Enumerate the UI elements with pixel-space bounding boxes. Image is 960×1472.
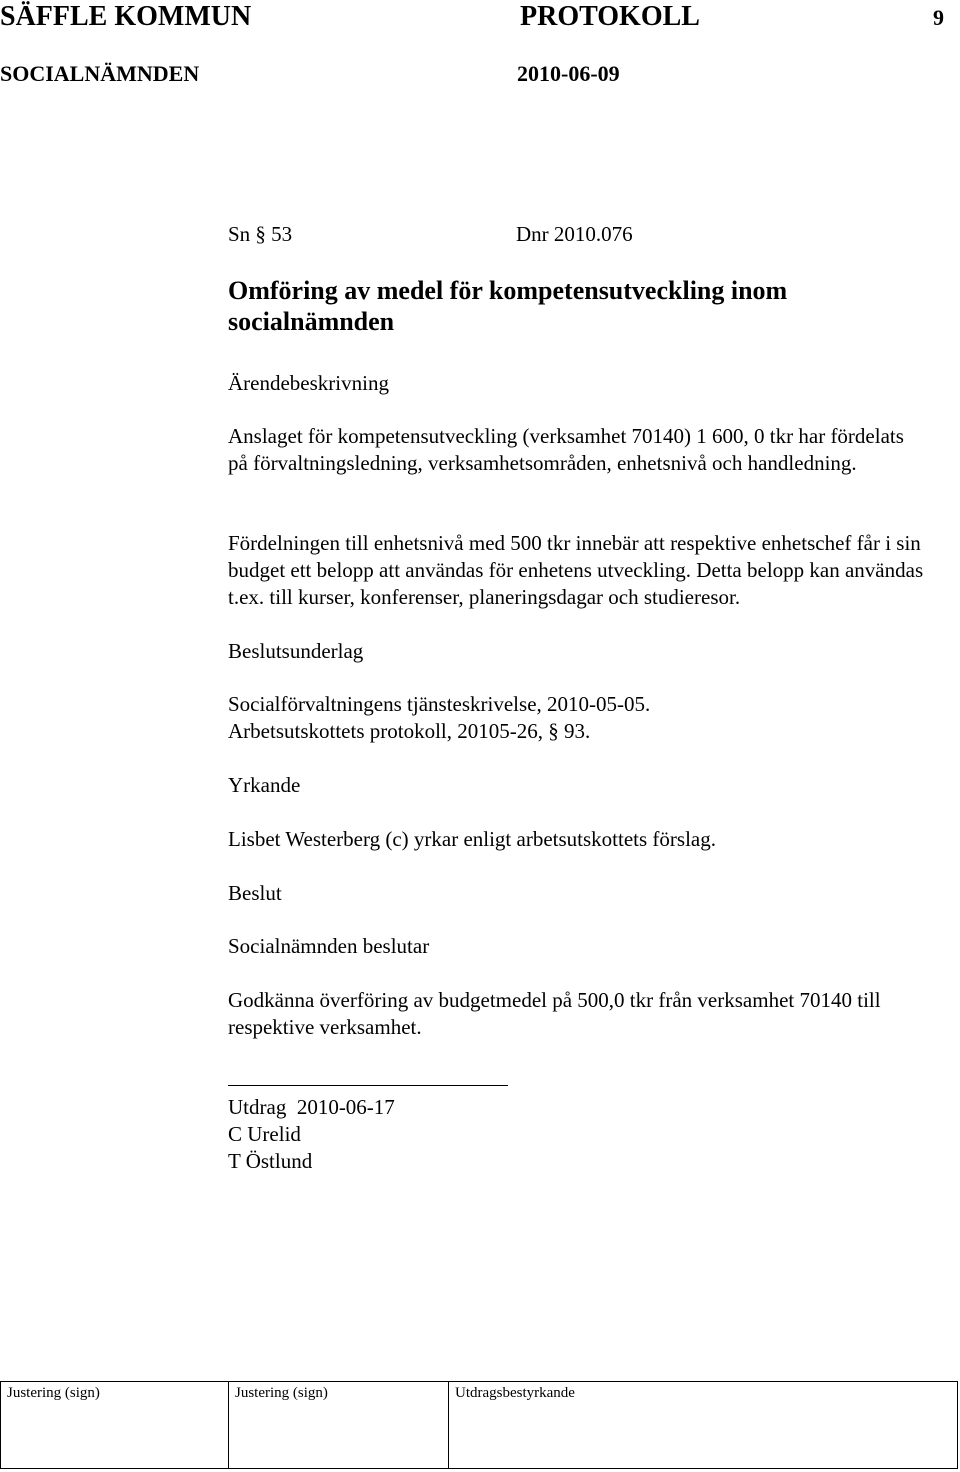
- footer-cell-justering-2: Justering (sign): [229, 1382, 449, 1468]
- beslut-intro: Socialnämnden beslutar: [228, 934, 430, 958]
- utdrag-recipient-1: C Urelid: [228, 1122, 301, 1146]
- arendebeskrivning-paragraph-1: Anslaget för kompetensutveckling (verksamhet 70140) 1 600, 0 tkr har fördelats på förvaltningsledning, verksamhetsområden, enhetsnivå och handledning.: [228, 424, 904, 475]
- meeting-date: 2010-06-09: [517, 61, 620, 86]
- page-title: Omföring av medel för kompetensutveckling inom socialnämnden: [228, 276, 788, 336]
- heading-beslutsunderlag: Beslutsunderlag: [228, 639, 364, 663]
- heading-arendebeskrivning: Ärendebeskrivning: [228, 371, 389, 395]
- signature-line: [228, 1085, 508, 1086]
- arendebeskrivning-paragraph-2: Fördelningen till enhetsnivå med 500 tkr innebär att respektive enhetschef får i sin budget ett belopp att användas för enhetens utveckling. Detta belopp kan användas t.ex. till kurser, konferenser, planeringsdagar och studieresor.: [228, 531, 924, 609]
- heading-yrkande: Yrkande: [228, 773, 301, 797]
- diary-number: Dnr 2010.076: [516, 222, 633, 246]
- utdrag-date: Utdrag 2010-06-17: [228, 1095, 395, 1119]
- signature-footer-table: [0, 1381, 958, 1469]
- footer-cell-utdragsbestyrkande: Utdragsbestyrkande: [455, 1385, 575, 1401]
- page-number: 9: [933, 5, 944, 30]
- section-number: Sn § 53: [228, 222, 293, 246]
- utdrag-recipient-2: T Östlund: [228, 1149, 313, 1173]
- footer-cell-justering-1: Justering (sign): [1, 1382, 229, 1468]
- beslut-text: Godkänna överföring av budgetmedel på 500,0 tkr från verksamhet 70140 till respektive verksamhet.: [228, 988, 881, 1039]
- committee-name: SOCIALNÄMNDEN: [0, 61, 200, 86]
- beslutsunderlag-line-1: Socialförvaltningens tjänsteskrivelse, 2010-05-05.: [228, 692, 651, 716]
- heading-beslut: Beslut: [228, 881, 282, 905]
- municipality-name: SÄFFLE KOMMUN: [0, 1, 252, 32]
- yrkande-text: Lisbet Westerberg (c) yrkar enligt arbetsutskottets förslag.: [228, 827, 716, 851]
- beslutsunderlag-line-2: Arbetsutskottets protokoll, 20105-26, § 93.: [228, 719, 591, 743]
- document-type: PROTOKOLL: [520, 1, 700, 32]
